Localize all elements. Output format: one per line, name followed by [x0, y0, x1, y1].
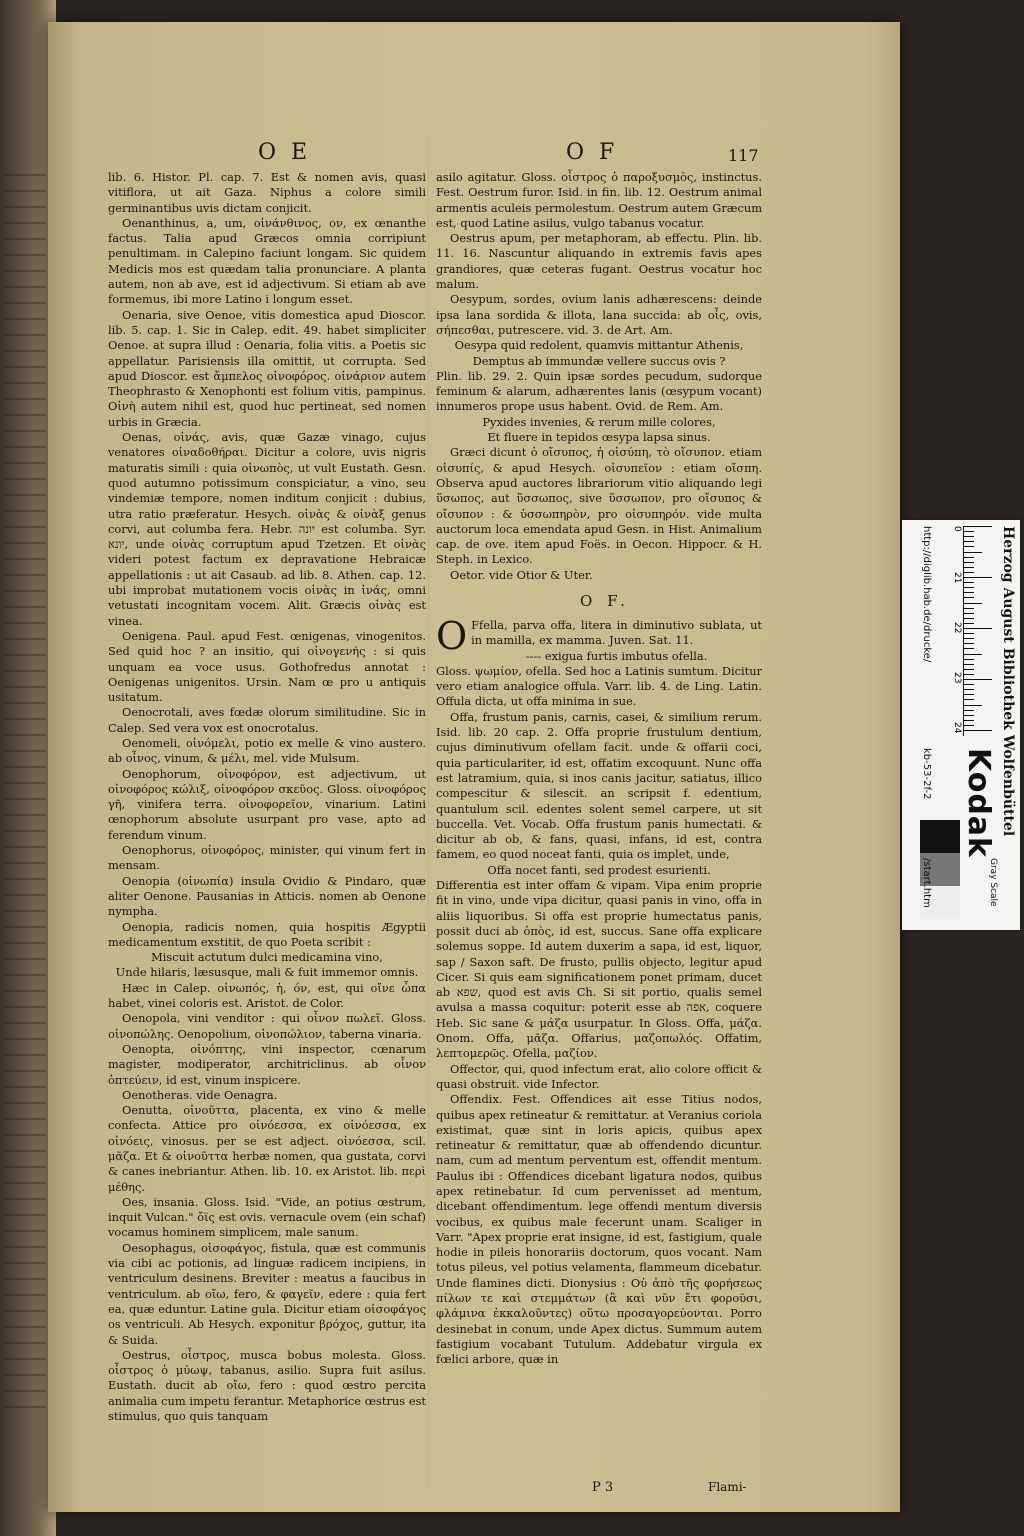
ruler-tick — [964, 669, 974, 670]
paragraph: Offa, frustum panis, carnis, casei, & similium rerum. Isid. lib. 20 cap. 2. Offa proprie frustulum dentium, cujus diminutivum ofellam facit. unde & offarii coci, quia particulariter, id est, offatim excoquunt. Nunc offa est latramium, quia, si inos canis jacitur, satiatus, illico compescitur & silescit. an scripsit f. edentium, quantulum scil. edentes solent semel carpere, ut sit buccella. Vet. Vocab. Offa frustum panis humectati. & dicitur ab ob, & fans, quasi, infans, id est, contra famem, eo quod noceat fanti, quia os implet, unde, — [436, 709, 762, 862]
ruler-tick — [964, 562, 974, 563]
ruler-tick — [964, 725, 974, 726]
library-name: Herzog August Bibliothek Wolfenbüttel — [1000, 526, 1016, 837]
ruler-number: 23 — [952, 672, 962, 684]
ruler-tick — [964, 603, 982, 604]
ruler-tick — [964, 526, 992, 527]
ruler-tick — [964, 577, 992, 578]
paragraph: Oes, insania. Gloss. Isid. "Vide, an potius œstrum, inquit Vulcan." ὄϊς est ovis. vernacule ovem (ein schaf) vocamus hominem simplicem, male sanum. — [108, 1194, 426, 1240]
paragraph: Oenocrotali, aves fœdæ olorum similitudine. Sic in Calep. Sed vera vox est onocrotalus. — [108, 705, 426, 735]
ruler-tick — [964, 705, 982, 706]
facing-page-text — [4, 160, 46, 1410]
paragraph: Hæc in Calep. οἰνωπός, ἡ, όν, est, qui οἴνε ὦπα habet, vinei coloris est. Aristot. de Color. — [108, 980, 426, 1011]
paragraph: Oesypum, sordes, ovium lanis adhærescens: deinde ipsa lana sordida & illota, lana succida: ab οἶς, ovis, σήπεσθαι, putrescere. vid. 3. de Art. Am. — [436, 292, 762, 337]
paragraph: Oenotheras. vide Oenagra. — [122, 1087, 278, 1102]
ruler-tick — [964, 684, 974, 685]
ruler-tick — [964, 679, 992, 680]
color-calibration-target — [902, 520, 1020, 930]
ruler-numbers — [950, 526, 962, 736]
paragraph: Unde hilaris, læsusque, mali & fuit immemor omnis. — [115, 965, 419, 980]
ruler-tick — [964, 623, 974, 624]
drop-cap: O — [436, 614, 468, 658]
ruler-tick — [964, 715, 974, 716]
left-column — [108, 170, 426, 1424]
ruler-tick — [964, 582, 974, 583]
paragraph: lib. 6. Histor. Pl. cap. 7. Est & nomen avis, quasi vitiflora, ut ait Gaza. Niphus a colore simili germinantibus uvis dictam conjicit. — [108, 170, 426, 215]
paragraph: Oenophorum, οἰνοφόρον, est adjectivum, ut οἰνοφόρος κώλιξ, οἰνοφόρον σκεῦος. Gloss. οἰνοφόρος γῆ, vinifera terra. οἰνοφορεῖον, vinarium. Latini œnophorum absolute usurpant pro vase, apto ad ferendum vinum. — [108, 766, 426, 842]
ruler-number: 0 — [952, 526, 962, 532]
shelf-id: kb-53-2f-2 — [921, 748, 932, 800]
ruler-tick — [964, 674, 974, 675]
paragraph: Oesypa quid redolent, quamvis mittantur Athenis, — [454, 338, 744, 353]
ruler-tick — [964, 546, 974, 547]
ruler-tick — [964, 654, 982, 655]
right-column — [436, 170, 762, 583]
gray-scale-label: Gray Scale — [988, 858, 998, 907]
right-column-section — [436, 614, 762, 1368]
paragraph: Differentia est inter offam & vipam. Vipa enim proprie fit in vino, unde vipa dicitur, quasi panis in vino, offa in aliis liquoribus. Si offa est proprie humectatus panis, possit duci ab ὀπὸς, id est, succus. Sane offa explicare solemus soppe. Id autem duxerim a sapa, id est, liquor, sap / Saxon saft. De frusto, pullis objecto, legitur apud Cicer. Si quis eam significationem ponet primam, ducet ab שפא, quod est avis Ch. Si sit portio, qualis semel avulsa a massa coquitur: poterit esse ab אפה, coquere Heb. Sic sane & μάζα usurpatur. In Gloss. Offa, μάζα. Onom. Offa, μᾶζα. Offarius, μαζοπωλός. Offatim, λεπτομερῶς. Ofella, μαζίον. — [436, 878, 762, 1061]
ruler-tick — [964, 664, 974, 665]
start-path: /start.htm — [921, 858, 932, 908]
paragraph: Oestrus, οἶστρος, musca bobus molesta. Gloss. οἶστρος ὁ μύωψ, tabanus, asilio. Supra fuit asilus. Eustath. ducit ab οἴω, fero : quod œstro percita animalia cum impetu ferantur. Metaphorice œstrus est stimulus, quo quis tanquam — [108, 1347, 426, 1424]
paragraph: ---- exigua furtis imbutus ofella. — [525, 648, 708, 663]
ruler-tick — [964, 699, 974, 700]
ruler-tick — [964, 659, 974, 660]
running-head-center: O F — [566, 140, 619, 165]
page-number: 117 — [728, 146, 759, 165]
ruler-tick — [964, 689, 974, 690]
kodak-logo: Kodak — [961, 748, 996, 858]
paragraph: Oenaria, sive Oenoe, vitis domestica apud Dioscor. lib. 5. cap. 1. Sic in Calep. edit. 49. habet simpliciter Oenoe. at supra illud : Oenaria, folia vitis. a Poetis sic appellatur. Parisiensis illa omittit, ut corrupta. Sed apud Dioscor. est ἄμπελος οἰνοφόρος. οἰνάριον autem Theophrasto & Xenophonti est folium vitis, pampinus. Οἰνὴ autem nihil est, quod huc pertineat, sed nomen urbis in Græcia. — [108, 307, 426, 429]
paragraph: Oetor. vide Otior & Uter. — [450, 567, 593, 582]
ruler-tick — [964, 597, 974, 598]
ruler-tick — [964, 536, 974, 537]
paragraph: Miscuit actutum dulci medicamina vino, — [151, 950, 383, 965]
column-gutter — [428, 140, 429, 1490]
ruler-tick — [964, 694, 974, 695]
ruler-tick — [964, 567, 974, 568]
ruler-number: 24 — [952, 722, 962, 734]
ruler-tick — [964, 541, 974, 542]
paragraph: Pyxides invenies, & rerum mille colores, — [482, 414, 716, 429]
ruler-tick — [964, 557, 974, 558]
running-head-left: O E — [258, 140, 312, 165]
paragraph: Gloss. ψωμίον, ofella. Sed hoc a Latinis sumtum. Dicitur vero etiam analogice offula. Varr. lib. 4. de Ling. Latin. Offula dicta, ut offa minima in sue. — [436, 663, 762, 709]
paragraph: Offendix. Fest. Offendices ait esse Titius nodos, quibus apex retineatur & remittatur. at Veranius coriola existimat, quæ sint in loris apicis, quibus apex retineatur & remittatur, quæ ab offendendo dicuntur. nam, cum ad mentum perventum est, offendit mentum. Paulus ibi : Offendices dicebant ligatura nodos, quibus apex retinebatur. Id cum pervenisset ad mentum, dicebant offendimentum. lege offendi mentum diversis vocibus, ex quibus male fecerunt unam. Scaliger in Varr. "Apex proprie erat insigne, id est, fastigium, quale hodie in pileis honorariis doctorum, quos vocant. Nam totus pileus, vel potius velamenta, flammeum dicebatur. Unde flamines dicti. Dionysius : Οὐ ἀπὸ τῆς φορήσεως πίλων τε καὶ στεμμάτων (ἃ καὶ νῦν ἔτι φοροῦσι, φλάμινα ἐκκαλοῦντες) οὕτω προσαγορεύονται. Porro desinebat in conum, unde Apex dictus. Summum autem fastigium vocabant Tutulum. Addebatur virgula ex fœlici arbore, quæ in — [436, 1092, 762, 1367]
ruler-tick — [964, 592, 974, 593]
paragraph: Oenas, οἰνάς, avis, quæ Gazæ vinago, cujus venatores οἰναδοθήραι. Dicitur a colore, uvis nigris maturatis simili : quia οἰνωπὸς, ut vult Eustath. Gesn. quod autumno potissimum conspiciatur, a vino, seu vindemiæ tempore, nomen inditum conjicit : dubius, utra ratio præferatur. Hesych. οἰνὰς & οἰνὰξ genus corvi, aut columba fera. Hebr. יונה est columba. Syr. יונא, unde οἰνὰς corruptum apud Tzetzen. Et οἰνὰς videri potest factum ex depravatione Hebraicæ appellationis : ut ait Casaub. ad lib. 8. Athen. cap. 12. ubi improbat mutationem vocis οἰνὰς in ἰνάς, omni vetustati incognitam vocem. Alit. Græcis οἰνὰς est vinea. — [108, 430, 426, 628]
scale-ruler — [963, 526, 994, 736]
paragraph: Oenigena. Paul. apud Fest. œnigenas, vinogenitos. Sed quid hoc ? an insitio, qui οἰνογενής : si quis unquam ea voce usus. Gothofredus annotat : Oenigenas unigenitos. Ursin. Nam œ pro u antiquis usitatum. — [108, 628, 426, 705]
ruler-tick — [964, 618, 974, 619]
paragraph: Oenutta, οἰνοῦττα, placenta, ex vino & melle confecta. Attice pro οἰνόεσσα, ex οἰνόεσσα, ex οἰνόεις, vinosus. per se est adject. οἰνόεσσα, scil. μᾶζα. Et & οἰνοῦττα herbæ nomen, qua gustata, corvi & canes inebriantur. Athen. lib. 10. ex Aristot. lib. περὶ μέθης. — [108, 1103, 426, 1194]
paragraph: Oenopia, radicis nomen, quia hospitis Ægyptii medicamentum exstitit, de quo Poeta scribit : — [108, 919, 426, 949]
paragraph: Et fluere in tepidos œsypa lapsa sinus. — [487, 430, 711, 445]
ruler-number: 21 — [952, 572, 962, 584]
ruler-tick — [964, 572, 974, 573]
paragraph: asilo agitatur. Gloss. οἶστρος ὁ παροξυσμὸς, instinctus. Fest. Oestrum furor. Isid. in fin. lib. 12. Oestrum animal armentis aculeis permolestum. Oestrum autem Græcum est, quod Latine asilus, vulgo tabanus vocatur. — [436, 170, 762, 230]
paragraph: Oenanthinus, a, um, οἰνάνθινος, ον, ex œnanthe factus. Talia apud Græcos omnia corripiunt penultimam. in Calepino faciunt longam. Sic quidem Medicis mos est quædam talia pronunciare. A planta autem, non ab ave, est id adjectivum. Si etiam ab ave formemus, ibi more Latino i longum esset. — [108, 215, 426, 307]
ruler-tick — [964, 643, 974, 644]
paragraph: Plin. lib. 29. 2. Quin ipsæ sordes pecudum, sudorque feminum & alarum, adhærentes lanis (œsypum vocant) innumeros prope usus habent. Ovid. de Rem. Am. — [436, 368, 762, 414]
ruler-tick — [964, 710, 974, 711]
paragraph: Oenopia (οἰνωπία) insula Ovidio & Pindaro, quæ aliter Oenone. Pausanias in Atticis. nomen ab Oenone nympha. — [108, 873, 426, 919]
ruler-tick — [964, 613, 974, 614]
ruler-number: 22 — [952, 622, 962, 634]
ruler-tick — [964, 531, 974, 532]
paragraph: Oenopta, οἰνόπτης, vini inspector, cœnarum magister, modiperator, architriclinus. ab οἶνον ὀπτεύειν, id est, vinum inspicere. — [108, 1041, 426, 1087]
signature-mark: P 3 — [592, 1480, 614, 1495]
paragraph: Demptus ab immundæ vellere succus ovis ? — [472, 353, 726, 368]
ruler-tick — [964, 628, 992, 629]
paragraph: Oesophagus, οἰσοφάγος, fistula, quæ est communis via cibi ac potionis, ad linguæ radicem incipiens, in ventriculum desinens. Breviter : meatus a faucibus in ventriculum. ab οἴω, fero, & φαγεῖν, edere : quia fert ea, quæ eduntur. Latine gula. Dicitur etiam οἰσοφάγος os ventriculi. Ab Hesych. exponitur βρόχος, guttur, ita & Suida. — [108, 1240, 426, 1347]
ruler-tick — [964, 638, 974, 639]
ruler-tick — [964, 648, 974, 649]
ruler-tick — [964, 587, 974, 588]
section-heading: O F. — [580, 592, 630, 610]
ruler-tick — [964, 720, 974, 721]
paragraph: Græci dicunt ὁ οἴσυπος, ἡ οἰσύπη, τὸ οἴσυπον. etiam οἰσυπίς, & apud Hesych. οἰσυπεῖον : etiam οἴσπη. Observa apud auctores librariorum vitio aliquando legi ὕσωπος, aut ὕσσωπος, sive ὕσσωπον, pro οἴσυπος & οἴσυπον : & ὑσσωπηρὸν, pro οἰσυπηρόν. vide multa auctorum loca emendata apud Gesn. in Hist. Animalium cap. de ove. item apud Foës. in Oecon. Hippocr. & H. Steph. in Lexico. — [436, 445, 762, 567]
ruler-tick — [964, 608, 974, 609]
paragraph: Oenopola, vini venditor : qui οἶνον πωλεῖ. Gloss. οἰνοπώλης. Oenopolium, οἰνοπώλιον, taberna vinaria. — [108, 1011, 426, 1041]
ruler-tick — [964, 552, 982, 553]
paragraph: Oenophorus, οἰνοφόρος, minister, qui vinum fert in mensam. — [108, 843, 426, 873]
catchword: Flami- — [708, 1480, 747, 1494]
ruler-tick — [964, 730, 992, 731]
paragraph: Oestrus apum, per metaphoram, ab effectu. Plin. lib. 11. 16. Nascuntur aliquando in extremis favis apes grandiores, quæ ceteras fugant. Oestrus vocatur hoc malum. — [436, 231, 762, 292]
paragraph: Offector, qui, quod infectum erat, alio colore officit & quasi obstruit. vide Infector. — [436, 1061, 762, 1091]
ruler-tick — [964, 633, 974, 634]
paragraph: Oenomeli, οἰνόμελι, potio ex melle & vino austero. ab οἶνος, vinum, & μέλι, mel. vide Mulsum. — [108, 735, 426, 766]
paragraph: Offa nocet fanti, sed prodest esurienti. — [487, 862, 711, 877]
paragraph: Ffella, parva offa, litera in diminutivo sublata, ut in mamilla, ex mamma. Juven. Sat. 11. — [471, 618, 762, 648]
digilib-url: http://diglib.hab.de/drucke/ — [921, 526, 932, 663]
